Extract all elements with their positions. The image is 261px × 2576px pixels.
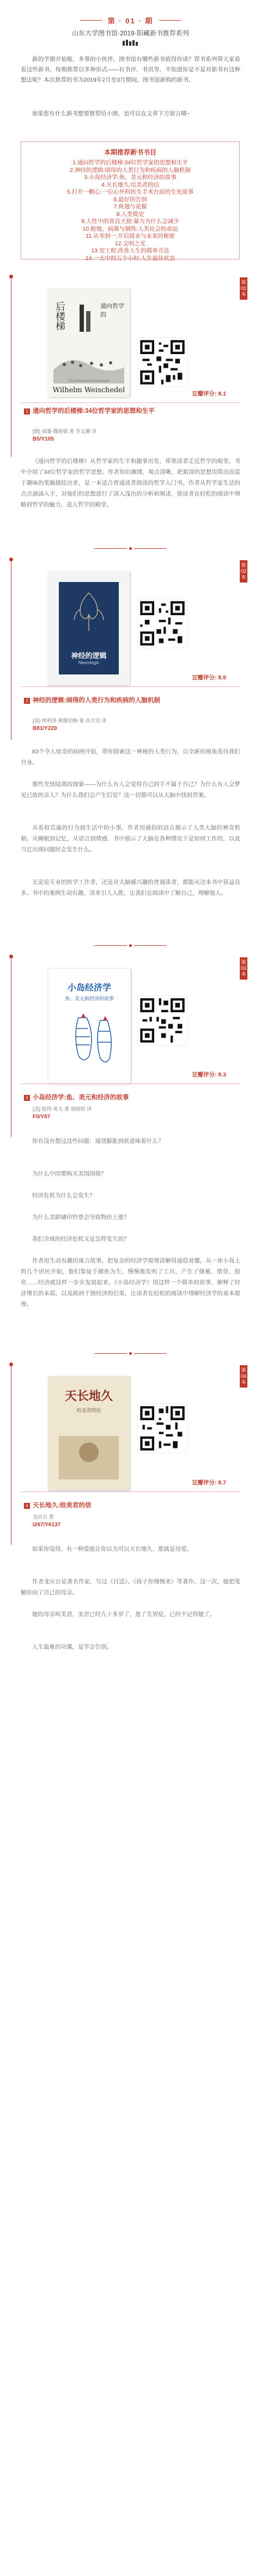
qr-code-icon[interactable] — [137, 598, 187, 648]
contents-item[interactable]: 4.天长地久:给美君的信 — [101, 181, 160, 188]
call-number: B81/Y220 — [33, 726, 57, 732]
timeline-dot — [9, 955, 13, 958]
book-title: 神经的逻辑:闹得的人类行为和疾病的人脑机制 — [33, 697, 160, 704]
book-author: 龙应台 著 — [33, 1514, 54, 1520]
rank-ribbon: 第 03 本 — [240, 957, 247, 980]
book-review: 作者用生动有趣的寓言故事，把复杂的经济学原理讲解得通俗易懂。从一座小岛上的几个居民开始，他们靠徒手捕鱼为生，慢慢地发明了工具，产生了储蓄、借贷、投资……经济就这样一步步发展起来。《小岛经济学》用这样一个简单的故事，解释了经济增长的本质，以及政府干预经济的后果，让读者在轻松的阅读中理解经济学的基本原理。 — [21, 1258, 240, 1308]
book-title: 小岛经济学:鱼、美元和经济的故事 — [33, 1094, 129, 1101]
rating-label: 豆瓣评分: 8.7 — [192, 1479, 227, 1486]
divider-right — [159, 20, 181, 21]
section-divider — [21, 686, 240, 687]
contents-item[interactable]: 11.从零到一:开启商业与未来的秘密 — [86, 233, 175, 239]
contents-title: 本期推荐新书书目 — [104, 148, 156, 156]
intro-paragraph: 如果您有什么新书想要推荐给小图，也可以在文章下方留言哦~ — [32, 110, 190, 117]
qr-code-icon[interactable] — [137, 1403, 187, 1453]
book-review: 无论是专业的医学工作者，还是对大脑感兴趣的普通读者，都能从这本书中获益良多。书中的案例生动有趣，读来引人入胜，让我们在阅读中了解自己，理解他人。 — [21, 879, 240, 896]
section-divider — [21, 1491, 240, 1492]
book-review: 如果你觉得，有一种爱能让你以为可以天长地久，那就是母爱。 — [32, 1546, 192, 1552]
rank-ribbon: 第 01 本 — [240, 277, 247, 300]
book-author: [美] 彼得·希夫 著 胡晓姣 译 — [33, 1106, 92, 1112]
book-review: 《通向哲学的后楼梯》从哲学家的生平和趣事出发，带领读者走近哲学的殿堂。书中介绍了34位哲学家的哲学思想。作者知识渊博，观点清晰，把艰深的思想用简洁而富于趣味的笔触描绘出来，是一本适合普通读者阅读的哲学入门书。作者从哲学家生活的点点滴滴入手，对他们的思想进行了深入浅出的分析和阐述，使读者在轻松的阅读中领略到哲学的魅力，进入哲学的殿堂。 — [21, 458, 240, 508]
book-review: 经济危机为什么会发生？ — [32, 1192, 95, 1199]
cover-tagline: The philosophical Backstairs — [68, 380, 110, 383]
rank-ribbon: 第 02 本 — [240, 560, 247, 583]
contents-item[interactable]: 7.鱼翅与花椒 — [113, 203, 147, 210]
contents-box — [21, 141, 240, 262]
call-number: F0/Y87 — [33, 1114, 51, 1120]
book-number-badge: 1 — [24, 408, 30, 414]
cover-title: 后楼梯 — [54, 301, 65, 331]
contents-list — [21, 159, 239, 262]
contents-item[interactable]: 8.人类简史 — [116, 210, 144, 218]
book-review: 从看似荒诞的行为到生活中的小事，作者用通俗的语言揭示了人类大脑的神奇机制。从睡眠到记忆，从语言到情感，书中展示了大脑在各种情况下是如何工作的，以及当它出现问题时会发生什么。 — [21, 825, 240, 853]
book-author: [德] 威廉·魏施德 著 李文潮 译 — [33, 429, 97, 434]
book-review: 你有没有想过这些问题：通货膨胀到底意味着什么？ — [32, 1138, 164, 1144]
qr-code-icon[interactable] — [137, 337, 187, 387]
contents-item[interactable]: 3.小岛经济学:鱼、美元和经济的故事 — [84, 174, 177, 181]
contents-item[interactable]: 5.打开一颗心:一位心外科医生手术台前的生死故事 — [66, 189, 194, 195]
rating-label: 豆瓣评分: 8.3 — [192, 1072, 227, 1078]
cover-subtitle: 通向哲学的 — [100, 303, 124, 318]
call-number: B5/Y105 — [33, 436, 54, 442]
contents-item[interactable]: 9.人性中的善良天使:暴力为什么会减少 — [81, 218, 179, 225]
book-review: 她的母亲叫美君，美君已经九十多岁了，患了失智症，已经不记得她了。 — [32, 1611, 215, 1618]
timeline-dot — [9, 275, 13, 278]
book-number-badge: 2 — [24, 698, 30, 704]
cover-author: Wilhelm Weischedel — [52, 386, 125, 394]
intro-paragraph: 新的学期开始啦，多事的小伙伴，图书馆有哪些新书值得你读？荐书系列带大家看看这些新书，每期推荐以多种形式——有书评、书讯等，不知道你是不是对新书有这种想法呢？本次推荐的书为2019年2月至3月期间，图书馆新购的新书。 — [21, 56, 240, 83]
book-title: 通向哲学的后楼梯:34位哲学家的思想和生平 — [33, 408, 155, 414]
cover-art-illustration — [48, 571, 130, 685]
cover-title: 天长地久 — [64, 1389, 113, 1403]
book-cover[interactable] — [48, 571, 130, 685]
book-title: 天长地久:给美君的信 — [33, 1502, 92, 1509]
divider-left — [80, 20, 102, 21]
qr-code-icon[interactable] — [137, 995, 187, 1045]
contents-item[interactable]: 6.最好的告别 — [113, 196, 147, 203]
timeline-dot — [9, 558, 13, 561]
book-author: [美] 埃利泽·斯滕伯格 著 高天羽 译 — [33, 718, 107, 723]
cover-subtitle: 鱼、美元和经济的故事 — [64, 996, 114, 1001]
contents-item[interactable]: 2.神经的逻辑:闹得的人类行为和疾病的人脑机制 — [70, 166, 191, 174]
contents-item[interactable]: 10.枪炮、病菌与钢铁:人类社会的命运 — [82, 225, 178, 232]
cover-subtitle: Neurologic — [78, 660, 100, 665]
timeline-dot — [9, 1363, 13, 1366]
book-review: 作者龙应台是著名作家，写过《目送》、《孩子你慢慢来》等著作。这一次，她把笔触转向了自己的母亲。 — [21, 1578, 240, 1596]
rating-label: 豆瓣评分: 8.9 — [192, 674, 227, 681]
contents-item[interactable]: 13.安工程:改善人生的简单方法 — [91, 247, 169, 254]
cover-title: 神经的逻辑 — [71, 652, 107, 660]
book-review: 为什么中国要购买美国国债？ — [32, 1171, 107, 1177]
book-number-badge: 3 — [24, 1095, 30, 1101]
section-ornament — [0, 544, 261, 554]
contents-item[interactable]: 1.通向哲学的后楼梯:34位哲学家的思想和生平 — [72, 159, 189, 166]
call-number: I267/Y6137 — [33, 1522, 61, 1528]
cover-subtitle: 给美君的信 — [76, 1408, 101, 1413]
book-cover[interactable] — [48, 1376, 130, 1490]
book-review: 我们全球的经济危机又是怎样发生的？ — [32, 1236, 130, 1242]
cover-title: 小岛经济学 — [67, 983, 111, 993]
issue-number: 第 · 01 · 期 — [107, 17, 154, 25]
rating-label: 豆瓣评分: 8.1 — [192, 391, 227, 397]
rank-ribbon: 第 04 本 — [240, 1365, 247, 1388]
book-number-badge: 4 — [24, 1503, 30, 1509]
library-logo-icon — [122, 39, 138, 47]
section-divider — [21, 1083, 240, 1084]
contents-item[interactable]: 14.一天中的五个小时:人生最佳状态 — [85, 255, 175, 262]
book-review: 83个令人惊奇的病例开始，带你探索这一神秘的人类行为，以全新的视角看待我们自身。 — [21, 748, 240, 766]
section-ornament — [0, 941, 261, 951]
series-title: 山东大学图书馆·2019·阳藏新书推荐系列 — [72, 29, 189, 37]
book-cover[interactable] — [48, 968, 131, 1083]
book-review: 人生最难的功课，是学会告别。 — [32, 1644, 112, 1650]
book-review: 那些光怪陆离的现象——为什么有人会觉得自己的手不属于自己？为什么有人会梦见已故的亲人？为什么我们会产生幻觉？这一切都可以从大脑中找到答案。 — [21, 781, 240, 798]
book-review: 为什么美联储印钞票会导致物价上涨？ — [32, 1214, 130, 1221]
issue-header — [0, 15, 261, 26]
contents-item[interactable]: 12.文明之光 — [114, 240, 146, 247]
section-ornament — [0, 1349, 261, 1359]
book-cover[interactable] — [48, 288, 130, 397]
